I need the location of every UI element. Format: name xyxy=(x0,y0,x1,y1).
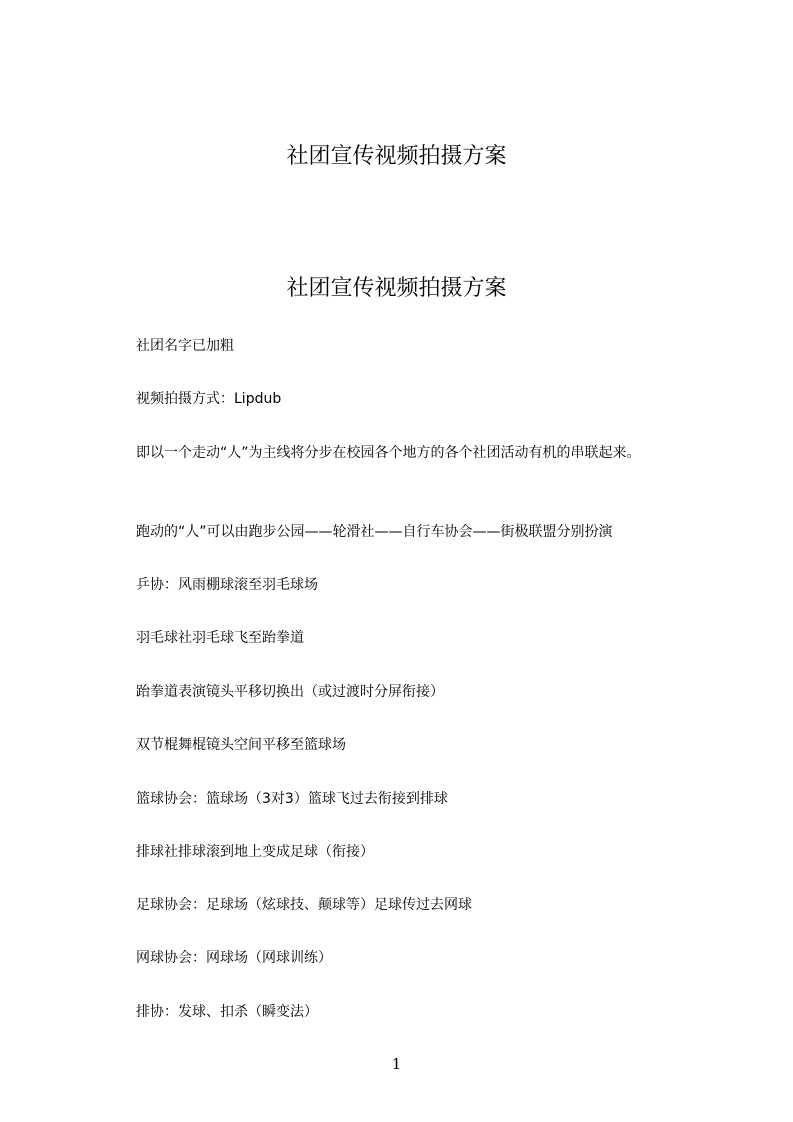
document-title: 社团宣传视频拍摄方案 xyxy=(286,144,507,169)
paragraph-volleyball: 排球社排球滚到地上变成足球（衔接） xyxy=(136,844,374,860)
paragraph-note: 社团名字已加粗 xyxy=(136,338,234,354)
paragraph-nunchaku: 双节棍舞棍镜头空间平移至篮球场 xyxy=(136,737,346,753)
paragraph-basketball: 篮球协会：篮球场（3对3）篮球飞过去衔接到排球 xyxy=(136,791,448,807)
paragraph-tennis: 网球协会：网球场（网球训练） xyxy=(136,950,332,966)
paragraph-runner: 跑动的“人”可以由跑步公园——轮滑社——自行车协会——街极联盟分别扮演 xyxy=(136,524,613,540)
paragraph-football: 足球协会：足球场（炫球技、颠球等）足球传过去网球 xyxy=(136,897,472,913)
paragraph-taekwondo: 跆拳道表演镜头平移切换出（或过渡时分屏衔接） xyxy=(136,684,444,700)
page-number: 1 xyxy=(391,1055,402,1073)
paragraph-method: 视频拍摄方式：Lipdub xyxy=(136,391,282,407)
paragraph-table-tennis: 乒协：风雨棚球滚至羽毛球场 xyxy=(136,577,318,593)
paragraph-intro: 即以一个走动“人”为主线将分步在校园各个地方的各个社团活动有机的串联起来。 xyxy=(136,445,641,461)
paragraph-badminton: 羽毛球社羽毛球飞至跆拳道 xyxy=(136,630,304,646)
paragraph-volleyball-association: 排协：发球、扣杀（瞬变法） xyxy=(136,1004,318,1020)
document-subtitle: 社团宣传视频拍摄方案 xyxy=(286,276,507,301)
